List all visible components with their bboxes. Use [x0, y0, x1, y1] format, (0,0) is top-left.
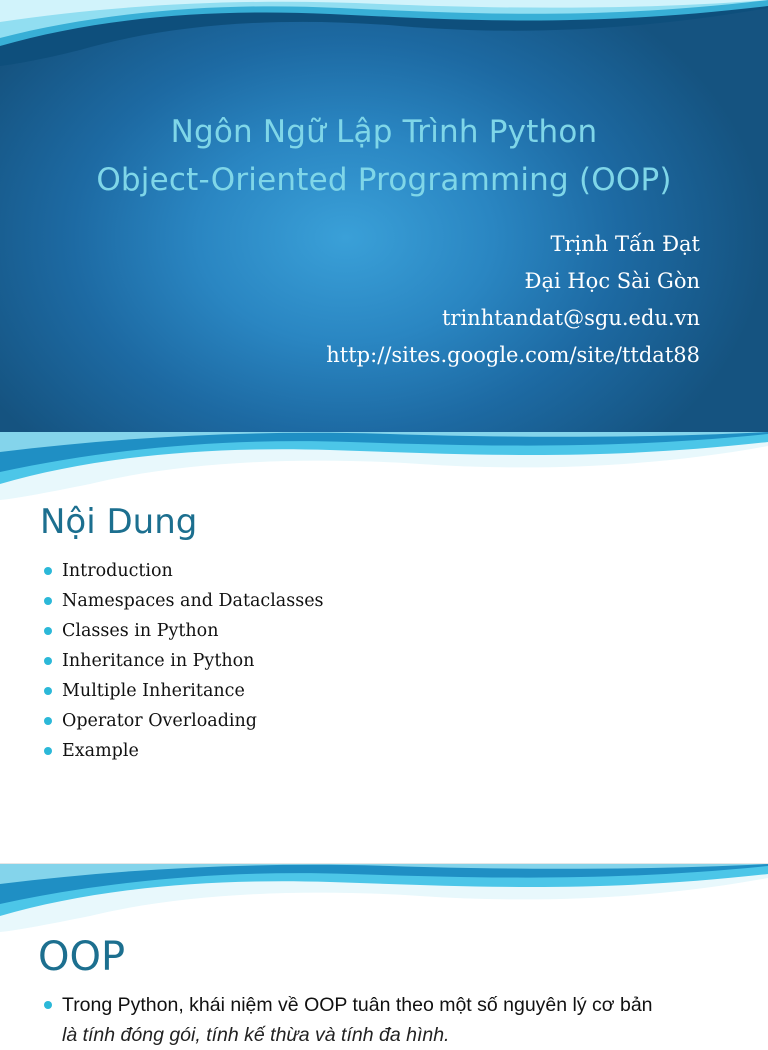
bullet-icon	[44, 567, 52, 575]
contents-slide	[0, 432, 768, 864]
list-item: Namespaces and Dataclasses	[44, 586, 324, 616]
list-item: Operator Overloading	[44, 706, 324, 736]
title-line-1: Ngôn Ngữ Lập Trình Python	[170, 114, 598, 150]
paragraph-line-2: là tính đóng gói, tính kế thừa và tính đa hình.	[62, 1024, 450, 1046]
wave-decoration-top	[0, 0, 768, 80]
list-item: Example	[44, 736, 324, 766]
author-info	[326, 226, 700, 374]
slide-heading: Nội Dung	[40, 502, 198, 542]
university-name: Đại Học Sài Gòn	[524, 269, 700, 293]
title-slide	[0, 0, 768, 432]
bullet-icon	[44, 657, 52, 665]
bullet-icon	[44, 627, 52, 635]
list-item: Inheritance in Python	[44, 646, 324, 676]
oop-slide	[0, 864, 768, 1046]
bullet-icon	[44, 597, 52, 605]
list-item: Introduction	[44, 556, 324, 586]
bullet-icon	[44, 687, 52, 695]
list-item: Multiple Inheritance	[44, 676, 324, 706]
oop-paragraph	[44, 990, 756, 1050]
slide-title	[0, 108, 768, 204]
title-line-2: Object-Oriented Programming (OOP)	[96, 162, 672, 198]
bullet-icon	[44, 717, 52, 725]
slide-heading: OOP	[38, 934, 126, 980]
bullet-icon	[44, 1001, 52, 1009]
wave-decoration-top	[0, 432, 768, 502]
author-name: Trịnh Tấn Đạt	[550, 232, 700, 256]
bullet-icon	[44, 747, 52, 755]
wave-decoration-top	[0, 864, 768, 934]
author-website[interactable]: http://sites.google.com/site/ttdat88	[326, 343, 700, 367]
paragraph-line-1: Trong Python, khái niệm về OOP tuân theo một số nguyên lý cơ bản	[62, 994, 653, 1016]
author-email[interactable]: trinhtandat@sgu.edu.vn	[441, 306, 700, 330]
list-item: Classes in Python	[44, 616, 324, 646]
contents-list	[44, 556, 324, 766]
